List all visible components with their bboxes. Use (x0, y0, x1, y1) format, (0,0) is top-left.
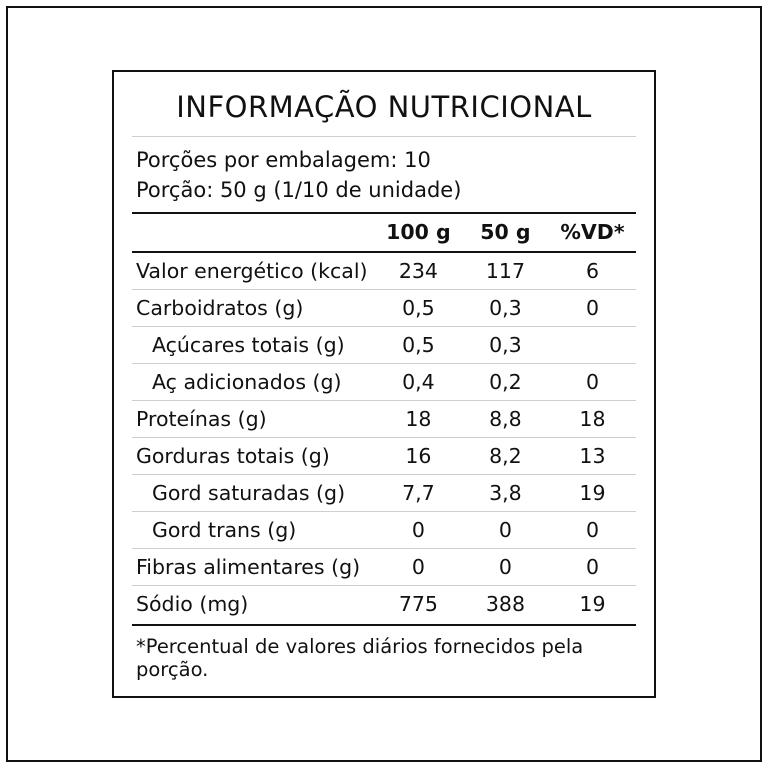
nutrient-name: Fibras alimentares (g) (132, 548, 375, 585)
servings-per-package: Porções por embalagem: 10 (136, 148, 431, 172)
table-row (132, 548, 636, 585)
value-serving: 388 (462, 585, 549, 622)
value-serving: 117 (485, 258, 525, 283)
value-serving: 0,3 (462, 326, 549, 363)
value-vd: 18 (549, 400, 636, 437)
value-serving: 0,2 (462, 363, 549, 400)
table-row (132, 400, 636, 437)
value-serving: 8,8 (462, 400, 549, 437)
value-100g: 18 (375, 400, 462, 437)
value-vd (549, 326, 636, 363)
nutrient-name: Proteínas (g) (132, 400, 375, 437)
column-header-serving: 50 g (480, 219, 531, 244)
nutrition-table (132, 214, 636, 622)
value-100g: 234 (398, 258, 438, 283)
table-row (132, 437, 636, 474)
value-100g: 0 (375, 511, 462, 548)
table-row (132, 511, 636, 548)
value-vd: 19 (549, 474, 636, 511)
value-vd: 0 (549, 363, 636, 400)
column-header-vd: %VD* (560, 219, 625, 244)
value-vd: 6 (585, 258, 599, 283)
nutrient-name: Sódio (mg) (132, 585, 375, 622)
serving-info (132, 137, 636, 212)
value-100g: 7,7 (375, 474, 462, 511)
table-row (132, 252, 636, 290)
table-body (132, 252, 636, 622)
column-header-100g: 100 g (386, 219, 451, 244)
column-header-nutrient (132, 214, 375, 252)
panel-title: INFORMAÇÃO NUTRICIONAL (176, 90, 592, 124)
nutrient-name: Açúcares totais (g) (132, 326, 375, 363)
table-row (132, 326, 636, 363)
value-100g: 16 (375, 437, 462, 474)
value-vd: 19 (549, 585, 636, 622)
value-serving: 3,8 (462, 474, 549, 511)
value-vd: 0 (549, 511, 636, 548)
value-100g: 0,4 (375, 363, 462, 400)
table-row (132, 363, 636, 400)
value-serving: 8,2 (462, 437, 549, 474)
value-serving: 0 (462, 511, 549, 548)
value-vd: 0 (549, 548, 636, 585)
nutrition-facts-panel (112, 70, 656, 698)
nutrient-name: Valor energético (kcal) (136, 258, 368, 283)
serving-size: Porção: 50 g (1/10 de unidade) (136, 178, 462, 203)
value-serving: 0,3 (462, 289, 549, 326)
nutrient-name: Carboidratos (g) (132, 289, 375, 326)
table-row (132, 289, 636, 326)
nutrient-name: Gord saturadas (g) (132, 474, 375, 511)
value-vd: 13 (549, 437, 636, 474)
value-100g: 0 (375, 548, 462, 585)
value-100g: 775 (375, 585, 462, 622)
nutrient-name: Aç adicionados (g) (132, 363, 375, 400)
nutrient-name: Gorduras totais (g) (132, 437, 375, 474)
value-vd: 0 (549, 289, 636, 326)
table-row (132, 585, 636, 622)
table-header (132, 214, 636, 252)
value-100g: 0,5 (375, 289, 462, 326)
footnote-text: *Percentual de valores diários fornecidos pela porção. (136, 634, 584, 681)
nutrient-name: Gord trans (g) (132, 511, 375, 548)
value-100g: 0,5 (375, 326, 462, 363)
table-row (132, 474, 636, 511)
value-serving: 0 (462, 548, 549, 585)
